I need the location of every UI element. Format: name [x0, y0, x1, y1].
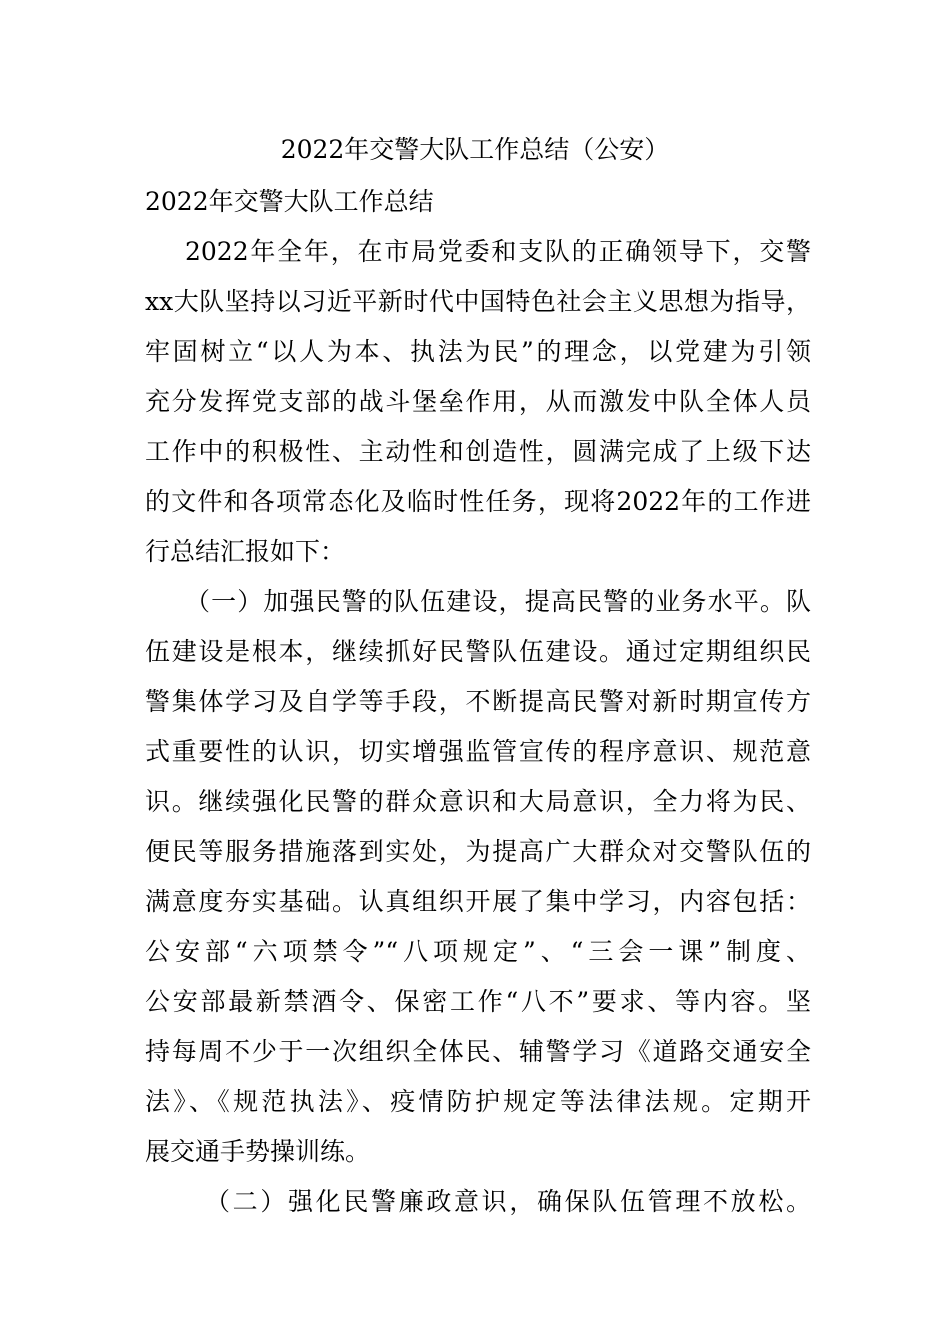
- body-line: （二）强化民警廉政意识，确保队伍管理不放松。: [205, 1187, 811, 1216]
- body-line: 充分发挥党支部的战斗堡垒作用，从而激发中队全体人员: [145, 387, 811, 416]
- body-line: 的文件和各项常态化及临时性任务，现将2022年的工作进: [145, 487, 811, 516]
- body-line: 行总结汇报如下：: [145, 537, 346, 566]
- body-line: 识。继续强化民警的群众意识和大局意识，全力将为民、: [145, 787, 811, 816]
- body-line: 持每周不少于一次组织全体民、辅警学习《道路交通安全: [145, 1037, 811, 1066]
- body-line: 便民等服务措施落到实处，为提高广大群众对交警队伍的: [145, 837, 811, 866]
- body-line: 牢固树立“以人为本、执法为民”的理念，以党建为引领: [145, 337, 811, 366]
- body-line: xx大队坚持以习近平新时代中国特色社会主义思想为指导，: [145, 287, 811, 316]
- body-line: 公安部最新禁酒令、保密工作“八不”要求、等内容。坚: [145, 987, 811, 1016]
- body-line: 公安部“六项禁令”“八项规定”、“三会一课”制度、: [145, 937, 811, 966]
- body-line: 式重要性的认识，切实增强监管宣传的程序意识、规范意: [145, 737, 811, 766]
- body-line: 警集体学习及自学等手段，不断提高民警对新时期宣传方: [145, 687, 811, 716]
- body-line: 伍建设是根本，继续抓好民警队伍建设。通过定期组织民: [145, 637, 811, 666]
- body-line: （一）加强民警的队伍建设，提高民警的业务水平。队: [185, 587, 811, 616]
- body-line: 工作中的积极性、主动性和创造性，圆满完成了上级下达: [145, 437, 811, 466]
- body-line: 满意度夯实基础。认真组织开展了集中学习，内容包括：: [145, 887, 811, 916]
- body-line: 法》、《规范执法》、疫情防护规定等法律法规。定期开: [145, 1087, 811, 1116]
- body-line: 2022年全年，在市局党委和支队的正确领导下，交警: [185, 237, 811, 266]
- body-line: 展交通手势操训练。: [145, 1137, 371, 1166]
- document-subtitle: 2022年交警大队工作总结: [145, 187, 434, 216]
- document-title: 2022年交警大队工作总结（公安）: [280, 135, 670, 164]
